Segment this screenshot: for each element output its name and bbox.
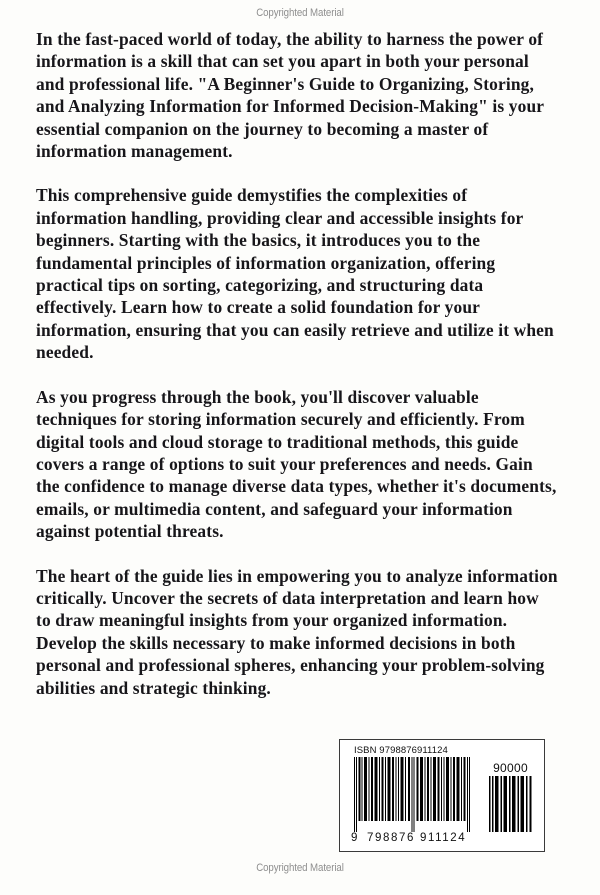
isbn-number-label: ISBN 9798876911124 <box>354 745 448 756</box>
ean13-barcode-symbol <box>353 757 471 832</box>
price-addon-barcode-symbol <box>488 776 533 832</box>
ean-lead-digit: 9 <box>351 832 358 844</box>
back-cover-blurb <box>36 28 558 699</box>
blurb-paragraph-1: In the fast-paced world of today, the ability to harness the power of information is a skill that can set you apart in both your personal and professional life. "A Beginner's Guide to Organizing, Storing, and Analyzing Information for Informed Decision-Making" is your essential companion on the journey to becoming a master of information management. <box>36 29 544 162</box>
isbn-barcode-block <box>339 739 545 852</box>
copyrighted-material-bottom-label: Copyrighted Material <box>256 862 344 874</box>
blurb-paragraph-2: This comprehensive guide demystifies the complexities of information handling, providing clear and accessible insights for beginners. Starting with the basics, it introduces you to the fundamental principles of information organization, offering practical tips on sorting, categorizing, and structuring data effectively. Learn how to create a solid foundation for your information, ensuring that you can easily retrieve and utilize it when needed. <box>36 185 554 363</box>
blurb-paragraph-3: As you progress through the book, you'll discover valuable techniques for storing information securely and efficiently. From digital tools and cloud storage to traditional methods, this guide covers a range of options to suit your preferences and needs. Gain the confidence to manage diverse data types, whether it's documents, emails, or multimedia content, and safeguard your information against potential threats. <box>36 386 557 542</box>
ean-left-group-digits: 798876 <box>367 832 415 844</box>
ean13-human-readable-digits <box>350 832 478 846</box>
blurb-paragraph-4: The heart of the guide lies in empowering you to analyze information critically. Uncover the secrets of data interpretation and learn how to draw meaningful insights from your organized information. Develop the skills necessary to make informed decisions in both personal and professional spheres, enhancing your problem-solving abilities and strategic thinking. <box>36 565 558 698</box>
price-addon-label: 90000 <box>493 761 528 775</box>
ean-right-group-digits: 911124 <box>420 832 467 844</box>
copyrighted-material-top-label: Copyrighted Material <box>256 7 344 19</box>
